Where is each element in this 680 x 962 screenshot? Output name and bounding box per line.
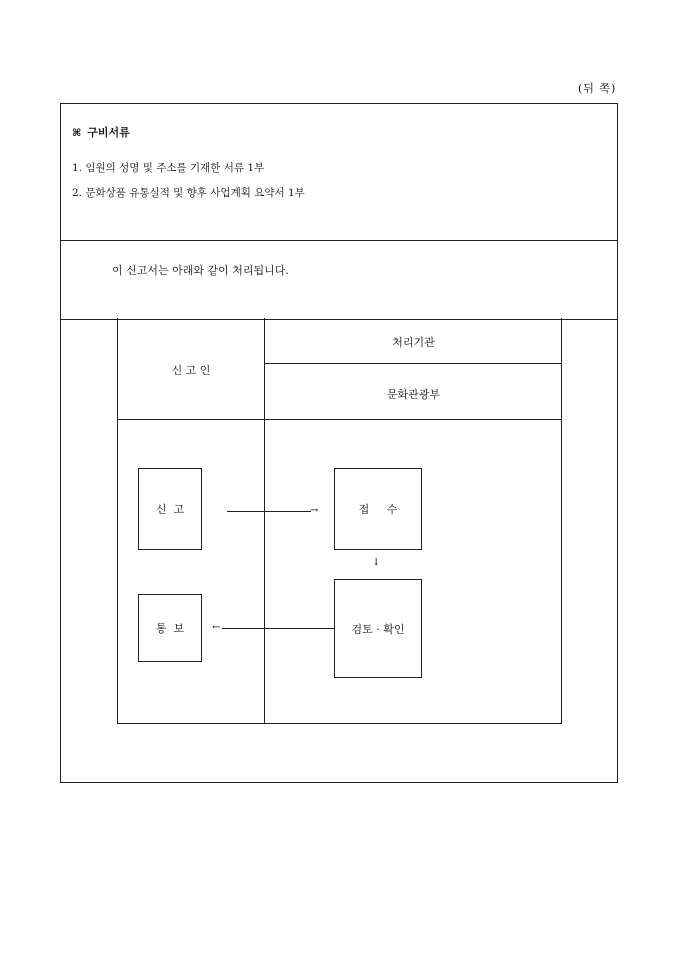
step-review-label: 검토 · 확인: [351, 622, 405, 636]
step-review-box: [334, 579, 422, 678]
flow-bottom-border: [117, 723, 562, 724]
arrow-review-to-notify-line: [222, 628, 334, 629]
flow-left-border: [117, 318, 118, 724]
arrow-right-icon: →: [310, 505, 319, 516]
step-receipt-box: [334, 468, 422, 550]
applicant-header: 신 고 인: [171, 364, 211, 377]
step-report-label: 신 고: [155, 503, 185, 516]
processing-notice: 이 신고서는 아래와 같이 처리됩니다.: [112, 264, 289, 277]
arrow-left-icon: ←: [212, 622, 221, 633]
back-side-label: (뒤 쪽): [578, 82, 617, 95]
step-notify-label: 통 보: [155, 622, 185, 635]
document-item-2: 2. 문화상품 유통실적 및 향후 사업계획 요약서 1부: [72, 187, 305, 199]
flow-header-divider: [117, 419, 562, 420]
required-documents-title: [72, 124, 130, 140]
processing-agency-header: 처리기관: [392, 336, 435, 349]
arrow-report-to-receipt-line: [227, 511, 311, 512]
step-receipt-label: 접 수: [358, 503, 398, 516]
divider-docs: [61, 240, 617, 241]
step-report-box: [138, 468, 202, 550]
document-item-1: 1. 임원의 성명 및 주소를 기재한 서류 1부: [72, 162, 265, 174]
arrow-down-icon: ↓: [372, 557, 381, 568]
reference-mark-icon: ⌘: [72, 128, 82, 139]
required-documents-heading: 구비서류: [87, 126, 130, 139]
step-notify-box: [138, 594, 202, 662]
flow-header-sub-divider: [264, 363, 561, 364]
processing-agency-name: 문화관광부: [386, 388, 441, 401]
flow-right-border: [561, 318, 562, 724]
flow-column-divider: [264, 318, 265, 724]
